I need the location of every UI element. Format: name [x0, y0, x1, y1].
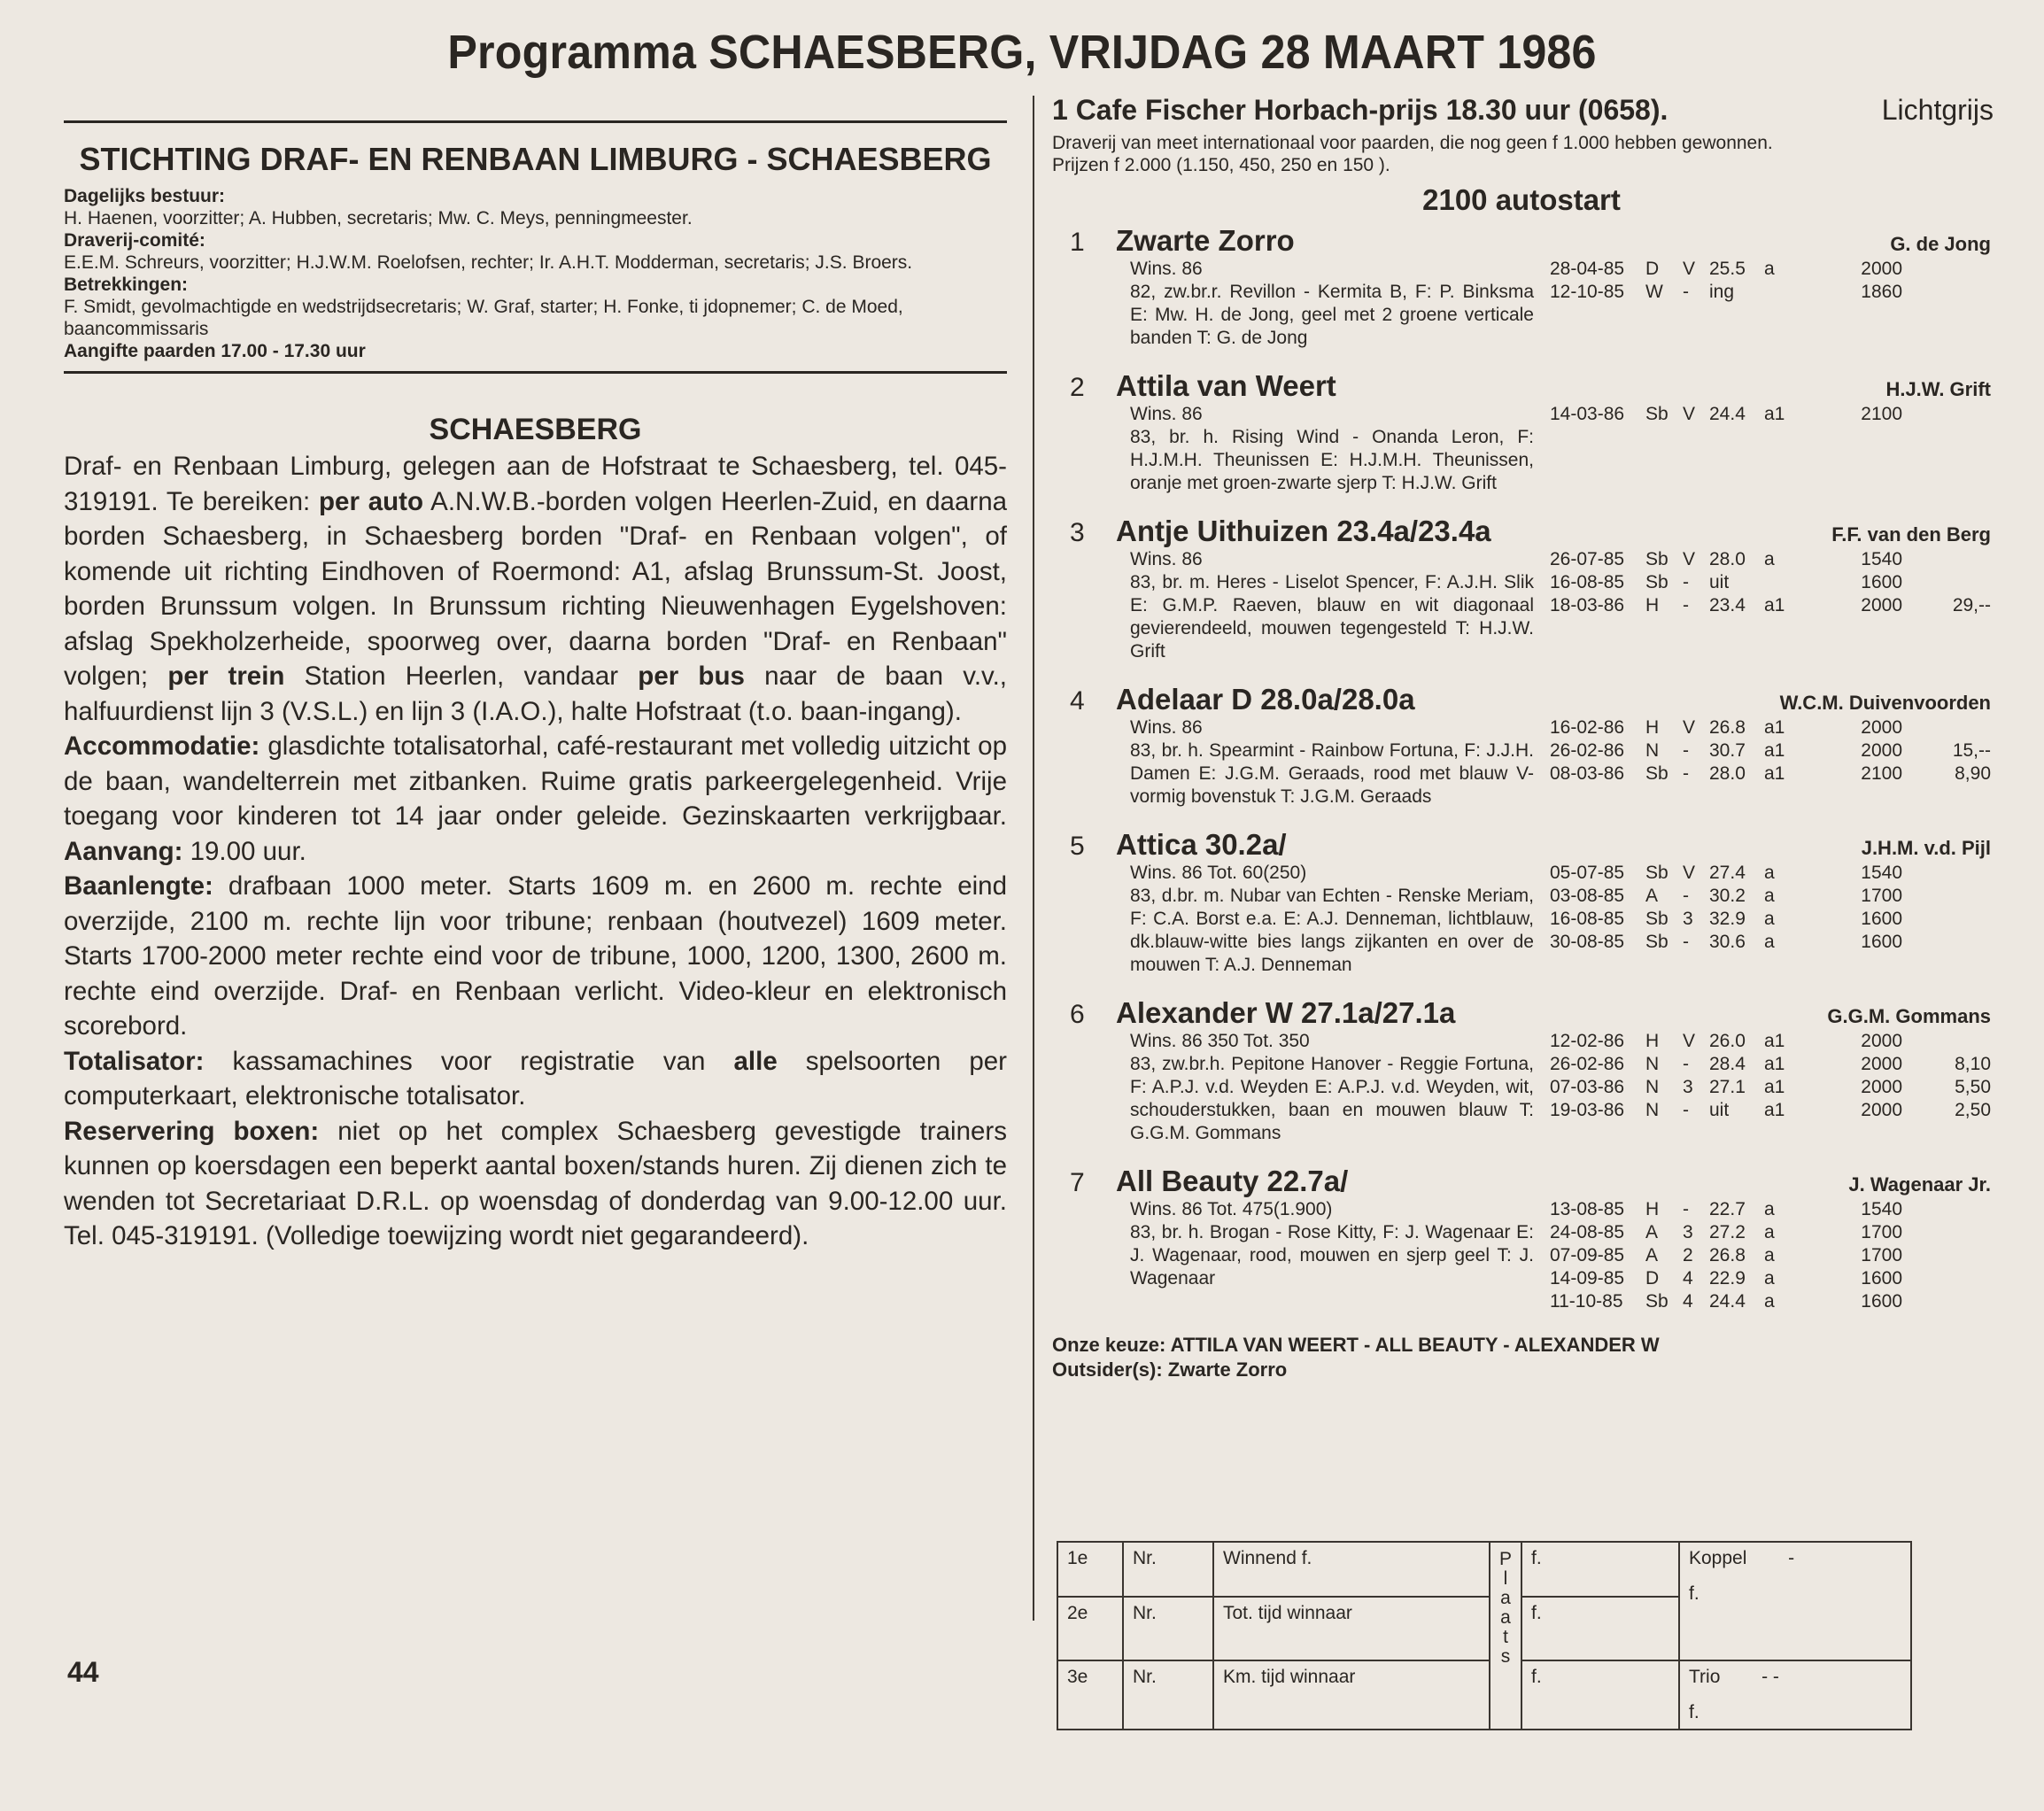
form-cell: a	[1764, 909, 1775, 929]
form-cell: Sb	[1645, 932, 1668, 952]
form-cell: a	[1764, 1291, 1775, 1312]
form-row	[1550, 762, 1991, 786]
page-title: Programma SCHAESBERG, VRIJDAG 28 MAART 1986	[447, 26, 1597, 79]
result-label: Winnend f.	[1213, 1542, 1490, 1597]
horse-wins: Wins. 86	[1130, 549, 1203, 569]
board-heading: Dagelijks bestuur:	[64, 186, 226, 206]
form-cell: -	[1683, 763, 1689, 784]
horse-wins: Wins. 86 350 Tot. 350	[1130, 1031, 1310, 1051]
form-cell: 2,50	[1955, 1100, 1991, 1120]
form-cell: a	[1764, 549, 1775, 569]
result-f: f.	[1521, 1597, 1679, 1660]
result-nr: Nr.	[1123, 1660, 1213, 1730]
form-cell: 16-08-85	[1550, 909, 1625, 929]
horse-name: Attila van Weert	[1116, 369, 1336, 402]
horse-trainer: H.J.W. Grift	[1885, 378, 1991, 400]
divider	[64, 371, 1007, 374]
result-pos: 2e	[1057, 1597, 1123, 1660]
koppel-dash: -	[1788, 1548, 1795, 1568]
page-number: 44	[67, 1656, 99, 1688]
form-cell: 2000	[1861, 1031, 1902, 1051]
form-cell: a	[1764, 886, 1775, 906]
form-row	[1550, 862, 1991, 885]
form-cell: 24.4	[1709, 404, 1746, 424]
form-cell: 22.9	[1709, 1268, 1746, 1289]
form-cell: -	[1683, 595, 1689, 615]
form-cell: 1700	[1861, 886, 1902, 906]
form-cell: 27.4	[1709, 863, 1746, 883]
form-cell: V	[1683, 717, 1696, 738]
form-cell: Sb	[1645, 549, 1668, 569]
form-cell: a1	[1764, 717, 1785, 738]
org-board	[64, 185, 1007, 362]
form-cell: D	[1645, 259, 1660, 279]
form-cell: A	[1645, 1222, 1659, 1242]
horse-number: 6	[1070, 1000, 1085, 1029]
form-row	[1550, 403, 1991, 426]
result-pos: 1e	[1057, 1542, 1123, 1597]
form-cell: 3	[1683, 1222, 1693, 1242]
form-cell: N	[1645, 1100, 1660, 1120]
form-cell: 27.2	[1709, 1222, 1746, 1242]
form-cell: 08-03-86	[1550, 763, 1625, 784]
race-conditions: Draverij van meet internationaal voor paarden, die nog geen f 1.000 hebben gewonnen.	[1052, 133, 1773, 153]
form-cell: 12-02-86	[1550, 1031, 1625, 1051]
form-cell: 26-02-86	[1550, 740, 1625, 761]
result-table	[1057, 1541, 1912, 1730]
horse-name: Alexander W 27.1a/27.1a	[1116, 996, 1456, 1029]
horse-name: Zwarte Zorro	[1116, 224, 1295, 257]
form-cell	[1902, 281, 1991, 304]
form-row	[1550, 1198, 1991, 1221]
form-cell: 07-09-85	[1550, 1245, 1625, 1265]
form-cell: V	[1683, 1031, 1696, 1051]
form-cell: 16-08-85	[1550, 572, 1625, 592]
form-cell: 07-03-86	[1550, 1077, 1625, 1097]
form-cell: 2100	[1861, 404, 1902, 424]
form-cell: H	[1645, 595, 1660, 615]
horse-entry	[1052, 996, 1991, 1145]
form-cell: 1700	[1861, 1245, 1902, 1265]
form-row	[1550, 1099, 1991, 1122]
form-cell: uit	[1709, 1100, 1730, 1120]
form-row	[1550, 716, 1991, 739]
horse-trainer: J.H.M. v.d. Pijl	[1861, 837, 1991, 859]
plaats-text: P l a a t s	[1498, 1549, 1512, 1667]
form-cell: 14-03-86	[1550, 404, 1625, 424]
result-nr: Nr.	[1123, 1542, 1213, 1597]
horse-entry	[1052, 515, 1991, 663]
trio-cell	[1679, 1660, 1911, 1730]
form-cell: W	[1645, 282, 1663, 302]
horse-number: 1	[1070, 228, 1085, 257]
form-cell: a	[1764, 1222, 1775, 1242]
form-cell	[1902, 1221, 1991, 1244]
form-cell: 1600	[1861, 1291, 1902, 1312]
form-cell: 26-07-85	[1550, 549, 1625, 569]
result-label: Km. tijd winnaar	[1213, 1660, 1490, 1730]
form-cell: a1	[1764, 1077, 1785, 1097]
accommodation-paragraph: Accommodatie: glasdichte totalisatorhal, café-restaurant met volledig uitzicht op de baan, wandelterrein met zitbanken. Ruime gratis parkeergelegenheid. Vrije toegang voor kinderen tot 14 jaar onder geleide. Gezinskaarten verkrijgbaar. Aanvang: 19.00 uur.	[64, 731, 1007, 866]
selection	[1052, 1333, 1991, 1382]
form-cell	[1902, 548, 1991, 571]
race-distance: 2100 autostart	[1422, 183, 1621, 216]
horse-wins: Wins. 86	[1130, 404, 1203, 424]
race-title	[1052, 94, 1994, 127]
horse-number: 5	[1070, 832, 1085, 861]
form-rows	[1550, 548, 1991, 663]
form-row	[1550, 548, 1991, 571]
directions-paragraph: Draf- en Renbaan Limburg, gelegen aan de Hofstraat te Schaesberg, tel. 045-319191. Te bereiken: per auto A.N.W.B.-borden volgen Heerlen-Zuid, en daarna borden Schaesberg, in Schaesberg borden "Draf- en Renbaan volgen", of komende uit richting Eindhoven of Roermond: A1, afslag Brunssum-St. Joost, borden Brunssum volgen. In Brunssum richting Nieuwenhagen Eygelshoven: afslag Spekholzerheide, spoorweg over, daarna borden "Draf- en Renbaan" volgen; per trein Station Heerlen, vandaar per bus naar de baan v.v., halfuurdienst lijn 3 (V.S.L.) en lijn 3 (I.A.O.), halte Hofstraat (t.o. baan-ingang).	[64, 452, 1008, 726]
horse-trainer: G.G.M. Gommans	[1827, 1005, 1991, 1027]
outsiders: Outsider(s): Zwarte Zorro	[1052, 1358, 1288, 1381]
form-row	[1550, 1030, 1991, 1053]
form-cell: -	[1683, 282, 1689, 302]
form-cell: 30.2	[1709, 886, 1746, 906]
entry-times: Aangifte paarden 17.00 - 17.30 uur	[64, 341, 366, 361]
officials-heading: Betrekkingen:	[64, 275, 189, 295]
form-cell: 1540	[1861, 549, 1902, 569]
form-cell: 05-07-85	[1550, 863, 1625, 883]
form-cell: 2000	[1861, 717, 1902, 738]
form-cell: a1	[1764, 595, 1785, 615]
form-cell: 30.7	[1709, 740, 1746, 761]
form-cell: 1600	[1861, 909, 1902, 929]
form-cell: a	[1764, 1199, 1775, 1219]
form-cell: 26.0	[1709, 1031, 1746, 1051]
form-cell: A	[1645, 886, 1659, 906]
form-cell	[1902, 716, 1991, 739]
form-cell: N	[1645, 1077, 1660, 1097]
form-cell: 30-08-85	[1550, 932, 1625, 952]
form-cell: 3	[1683, 909, 1693, 929]
form-cell: 1540	[1861, 863, 1902, 883]
horse-description: 83, br. h. Spearmint - Rainbow Fortuna, F: J.J.H. Damen E: J.G.M. Geraads, rood met blauw V-vormig bovenstuk T: J.G.M. Geraads	[1130, 740, 1534, 807]
horse-description: 83, br. h. Rising Wind - Onanda Leron, F: H.J.M.H. Theunissen E: H.J.M.H. Theunissen, oranje met groen-zwarte sjerp T: H.J.W. Grift	[1130, 427, 1534, 493]
result-f: f.	[1521, 1542, 1679, 1597]
horse-trainer: G. de Jong	[1890, 233, 1991, 255]
divider	[64, 120, 1007, 123]
form-rows	[1550, 862, 1991, 977]
horse-description: 82, zw.br.r. Revillon - Kermita B, F: P. Binksma E: Mw. H. de Jong, geel met 2 groene verticale banden T: G. de Jong	[1130, 282, 1534, 348]
form-cell: a	[1764, 863, 1775, 883]
form-cell: H	[1645, 1031, 1660, 1051]
form-cell	[1902, 1244, 1991, 1267]
form-row	[1550, 571, 1991, 594]
form-cell: 2000	[1861, 1100, 1902, 1120]
form-cell: 2000	[1861, 1077, 1902, 1097]
form-cell: 2000	[1861, 740, 1902, 761]
form-cell: a	[1764, 259, 1775, 279]
form-cell: a	[1764, 1268, 1775, 1289]
form-row	[1550, 885, 1991, 908]
form-cell	[1902, 931, 1991, 954]
board-text: H. Haenen, voorzitter; A. Hubben, secretaris; Mw. C. Meys, penningmeester.	[64, 208, 693, 228]
form-cell	[1764, 281, 1817, 304]
form-cell: 2000	[1861, 259, 1902, 279]
horse-name: Attica 30.2a/	[1116, 828, 1287, 861]
form-cell: 1600	[1861, 572, 1902, 592]
horse-description: 83, zw.br.h. Pepitone Hanover - Reggie Fortuna, F: A.P.J. v.d. Weyden E: A.P.J. v.d. Weyden, wit, schouderstukken, baan en mouwen blauw T: G.G.M. Gommans	[1130, 1054, 1534, 1143]
form-row	[1550, 258, 1991, 281]
form-cell	[1902, 571, 1991, 594]
form-cell: -	[1683, 572, 1689, 592]
form-row	[1550, 1221, 1991, 1244]
form-cell: 1600	[1861, 932, 1902, 952]
form-cell: -	[1683, 932, 1689, 952]
form-cell: Sb	[1645, 1291, 1668, 1312]
form-cell: Sb	[1645, 909, 1668, 929]
form-cell	[1902, 885, 1991, 908]
form-row	[1550, 281, 1991, 304]
horse-description: 83, br. h. Brogan - Rose Kitty, F: J. Wagenaar E: J. Wagenaar, rood, mouwen en sjerp geel T: J. Wagenaar	[1130, 1222, 1534, 1289]
form-cell: a1	[1764, 1100, 1785, 1120]
form-cell: 11-10-85	[1550, 1291, 1623, 1312]
org-title: STICHTING DRAF- EN RENBAAN LIMBURG - SCHAESBERG	[79, 141, 992, 177]
horse-description: 83, br. m. Heres - Liselot Spencer, F: A.J.H. Slik E: G.M.P. Raeven, blauw en wit diagonaal gevierendeeld, mouwen tegengesteld T: H.J.W. Grift	[1130, 572, 1534, 662]
form-cell	[1764, 571, 1817, 594]
form-cell	[1902, 908, 1991, 931]
result-pos: 3e	[1057, 1660, 1123, 1730]
form-cell: 13-08-85	[1550, 1199, 1625, 1219]
form-cell: 2000	[1861, 595, 1902, 615]
form-cell: 14-09-85	[1550, 1268, 1625, 1289]
form-cell	[1902, 1267, 1991, 1290]
form-cell: 16-02-86	[1550, 717, 1625, 738]
form-cell: Sb	[1645, 763, 1668, 784]
form-cell	[1902, 403, 1991, 426]
form-cell: 5,50	[1955, 1077, 1991, 1097]
race-name: 1 Cafe Fischer Horbach-prijs 18.30 uur (0658).	[1052, 94, 1668, 126]
horse-trainer: F.F. van den Berg	[1831, 523, 1991, 546]
form-cell: A	[1645, 1245, 1659, 1265]
form-cell: -	[1683, 1054, 1689, 1074]
form-cell: 8,10	[1955, 1054, 1991, 1074]
column-divider	[1033, 96, 1034, 1621]
form-cell: N	[1645, 1054, 1660, 1074]
form-cell: 1540	[1861, 1199, 1902, 1219]
reservation-paragraph: Reservering boxen: niet op het complex Schaesberg gevestigde trainers kunnen op koersdagen een beperkt aantal boxen/stands huren. Zij dienen zich te wenden tot Secretariaat D.R.L. op woensdag of donderdag van 9.00-12.00 uur. Tel. 045-319191. (Volledige toewijzing wordt niet gegarandeerd).	[64, 1116, 1007, 1250]
form-cell: 12-10-85	[1550, 282, 1625, 302]
form-cell: 1700	[1861, 1222, 1902, 1242]
race-color: Lichtgrijs	[1881, 94, 1994, 126]
form-cell: a1	[1764, 763, 1785, 784]
horse-number: 4	[1070, 686, 1085, 716]
form-cell: H	[1645, 1199, 1660, 1219]
form-cell: H	[1645, 717, 1660, 738]
form-row	[1550, 594, 1991, 617]
horse-trainer: W.C.M. Duivenvoorden	[1779, 692, 1991, 714]
horse-name: Antje Uithuizen 23.4a/23.4a	[1116, 515, 1491, 547]
horse-name: Adelaar D 28.0a/28.0a	[1116, 683, 1415, 716]
horse-description: 83, d.br. m. Nubar van Echten - Renske Meriam, F: C.A. Borst e.a. E: A.J. Denneman, lichtblauw, dk.blauw-witte bies langs zijkanten en over de mouwen T: A.J. Denneman	[1130, 886, 1534, 975]
form-cell: 28.0	[1709, 763, 1746, 784]
form-rows	[1550, 403, 1991, 495]
form-cell: 2	[1683, 1245, 1693, 1265]
form-cell: -	[1683, 1199, 1689, 1219]
form-cell: a1	[1764, 740, 1785, 761]
horse-number: 2	[1070, 373, 1085, 402]
form-cell: uit	[1709, 572, 1730, 592]
trio-f: f.	[1689, 1702, 1699, 1722]
form-rows	[1550, 1198, 1991, 1313]
form-cell	[1902, 1030, 1991, 1053]
form-cell: 28-04-85	[1550, 259, 1625, 279]
totalisator-paragraph: Totalisator: kassamachines voor registratie van alle spelsoorten per computerkaart, elektronische totalisator.	[64, 1046, 1007, 1111]
form-cell	[1902, 1290, 1991, 1313]
horse-list	[1052, 224, 1991, 1313]
horse-entry	[1052, 828, 1991, 977]
form-rows	[1550, 716, 1991, 809]
form-cell: 28.4	[1709, 1054, 1746, 1074]
form-cell: N	[1645, 740, 1660, 761]
our-choice: Onze keuze: ATTILA VAN WEERT - ALL BEAUTY - ALEXANDER W	[1052, 1334, 1660, 1356]
form-row	[1550, 739, 1991, 762]
race-description	[1052, 132, 1991, 176]
horse-trainer: J. Wagenaar Jr.	[1848, 1173, 1991, 1196]
form-cell: D	[1645, 1268, 1660, 1289]
form-cell: 22.7	[1709, 1199, 1746, 1219]
form-cell: 2100	[1861, 763, 1902, 784]
result-label: Tot. tijd winnaar	[1213, 1597, 1490, 1660]
form-cell: 3	[1683, 1077, 1693, 1097]
form-cell: 24-08-85	[1550, 1222, 1625, 1242]
track-length-paragraph: Baanlengte: drafbaan 1000 meter. Starts 1609 m. en 2600 m. rechte eind overzijde, 2100 m. rechte lijn voor tribune; renbaan (houtvezel) 1609 meter. Starts 1700-2000 meter rechte eind voor de tribune, 1000, 1200, 1300, 2600 m. rechte eind overzijde. Draf- en Renbaan verlicht. Video-kleur en elektronisch scorebord.	[64, 871, 1007, 1041]
result-nr: Nr.	[1123, 1597, 1213, 1660]
form-cell: 30.6	[1709, 932, 1746, 952]
form-cell: Sb	[1645, 863, 1668, 883]
plaats-label	[1490, 1542, 1521, 1730]
form-cell: a	[1764, 932, 1775, 952]
form-row	[1550, 931, 1991, 954]
form-row	[1550, 1053, 1991, 1076]
form-row	[1550, 1076, 1991, 1099]
horse-name: All Beauty 22.7a/	[1116, 1165, 1349, 1197]
form-row	[1550, 908, 1991, 931]
horse-entry	[1052, 369, 1991, 495]
form-cell: V	[1683, 863, 1696, 883]
race-column	[1052, 94, 1994, 1382]
form-cell: a	[1764, 1245, 1775, 1265]
horse-wins: Wins. 86 Tot. 60(250)	[1130, 863, 1307, 883]
form-rows	[1550, 1030, 1991, 1145]
horse-wins: Wins. 86 Tot. 475(1.900)	[1130, 1199, 1333, 1219]
form-cell: 4	[1683, 1268, 1693, 1289]
committee-text: E.E.M. Schreurs, voorzitter; H.J.W.M. Roelofsen, rechter; Ir. A.H.T. Modderman, secretaris; J.S. Broers.	[64, 252, 913, 273]
form-cell: V	[1683, 259, 1696, 279]
form-cell: 26.8	[1709, 1245, 1746, 1265]
form-row	[1550, 1244, 1991, 1267]
form-cell: ing	[1709, 282, 1735, 302]
left-column	[64, 120, 1007, 1254]
horse-entry	[1052, 1165, 1991, 1313]
track-info	[64, 449, 1007, 1254]
form-cell: 4	[1683, 1291, 1693, 1312]
form-cell	[1902, 862, 1991, 885]
form-cell: 15,--	[1952, 740, 1991, 761]
committee-heading: Draverij-comité:	[64, 230, 205, 251]
horse-entry	[1052, 224, 1991, 350]
form-cell: 1600	[1861, 1268, 1902, 1289]
form-cell: 19-03-86	[1550, 1100, 1625, 1120]
result-f: f.	[1521, 1660, 1679, 1730]
form-cell: -	[1683, 886, 1689, 906]
form-cell: a1	[1764, 1054, 1785, 1074]
form-cell: 28.0	[1709, 549, 1746, 569]
form-cell: 24.4	[1709, 1291, 1746, 1312]
form-cell	[1902, 1198, 1991, 1221]
horse-wins: Wins. 86	[1130, 259, 1203, 279]
horse-wins: Wins. 86	[1130, 717, 1203, 738]
form-cell: a1	[1764, 1031, 1785, 1051]
form-cell: 03-08-85	[1550, 886, 1625, 906]
koppel-f: f.	[1689, 1583, 1699, 1604]
form-cell: 25.5	[1709, 259, 1746, 279]
form-cell: 23.4	[1709, 595, 1746, 615]
form-cell: Sb	[1645, 572, 1668, 592]
form-cell: 29,--	[1952, 595, 1991, 615]
section-title: SCHAESBERG	[429, 413, 642, 446]
form-cell: 2000	[1861, 1054, 1902, 1074]
form-cell: Sb	[1645, 404, 1668, 424]
form-cell: V	[1683, 404, 1696, 424]
officials-text: F. Smidt, gevolmachtigde en wedstrijdsecretaris; W. Graf, starter; H. Fonke, ti jdopnemer; C. de Moed, baancommissaris	[64, 297, 903, 339]
form-row	[1550, 1267, 1991, 1290]
form-cell: 27.1	[1709, 1077, 1746, 1097]
trio-label: Trio	[1689, 1667, 1721, 1687]
form-row	[1550, 1290, 1991, 1313]
form-cell: 1860	[1861, 282, 1902, 302]
horse-entry	[1052, 683, 1991, 809]
form-cell: a1	[1764, 404, 1785, 424]
form-cell: -	[1683, 1100, 1689, 1120]
form-cell: 32.9	[1709, 909, 1746, 929]
form-cell: 18-03-86	[1550, 595, 1625, 615]
form-cell: 26.8	[1709, 717, 1746, 738]
form-cell: 26-02-86	[1550, 1054, 1625, 1074]
form-rows	[1550, 258, 1991, 350]
race-prizes: Prijzen f 2.000 (1.150, 450, 250 en 150 ).	[1052, 155, 1390, 175]
koppel-label: Koppel	[1689, 1548, 1747, 1568]
horse-number: 7	[1070, 1168, 1085, 1197]
horse-number: 3	[1070, 518, 1085, 547]
form-cell: -	[1683, 740, 1689, 761]
form-cell	[1902, 258, 1991, 281]
koppel-cell	[1679, 1542, 1911, 1660]
form-cell: V	[1683, 549, 1696, 569]
trio-dash: - -	[1761, 1667, 1779, 1687]
form-cell: 8,90	[1955, 763, 1991, 784]
